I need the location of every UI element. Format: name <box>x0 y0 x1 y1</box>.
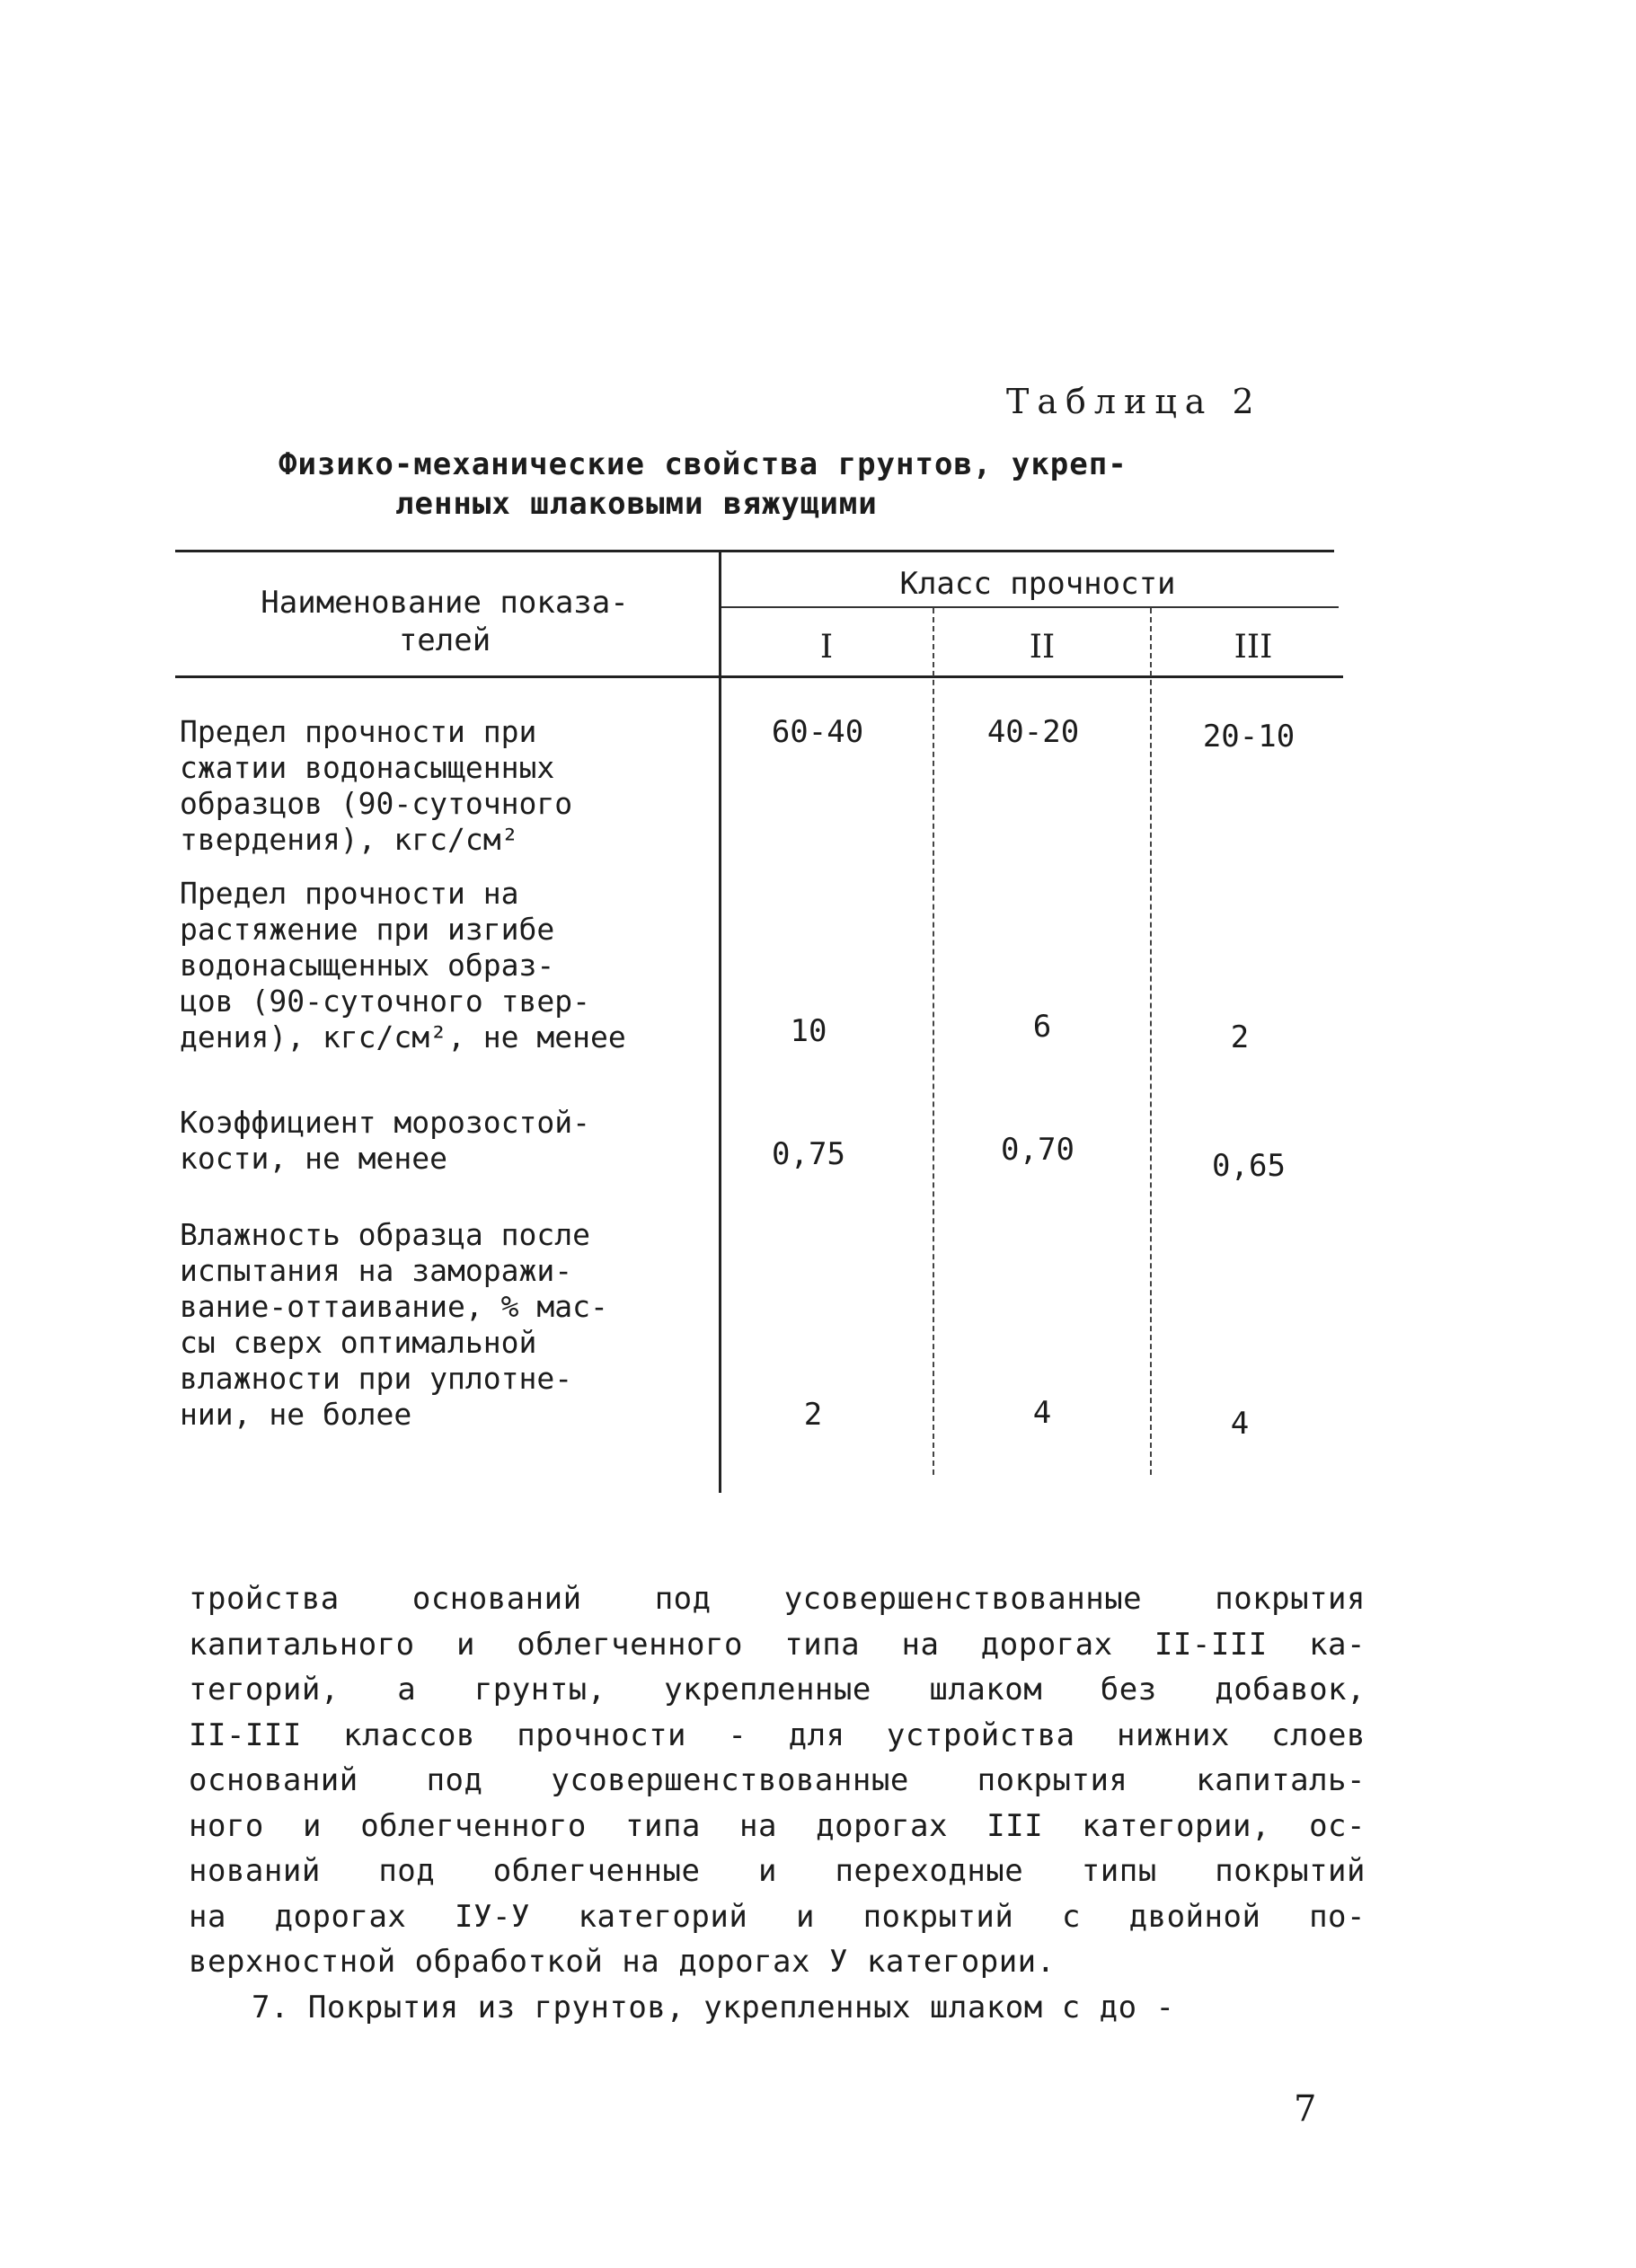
row-3-class-3-value: 0,65 <box>1212 1148 1286 1184</box>
body-line: ного и облегченного типа на дорогах III категории, ос- <box>189 1807 1366 1844</box>
header-class-2: II <box>1029 629 1056 666</box>
body-line: тегорий, а грунты, укрепленные шлаком без добавок, <box>189 1672 1366 1708</box>
row-name-moisture-after-freezing: Влажность образца после испытания на заморажи- вание-оттаивание, % мас- сы сверх оптимальной влажности при уплотне- нии, не более <box>180 1217 608 1432</box>
header-class-1: I <box>819 629 834 666</box>
table-title-line-2: ленных шлаковыми вяжущими <box>395 486 878 522</box>
row-2-class-2-value: 6 <box>1032 1009 1052 1045</box>
row-1-class-2-value: 40-20 <box>986 714 1080 750</box>
row-4-class-2-value: 4 <box>1032 1395 1052 1431</box>
body-line: на дорогах IУ-У категорий и покрытий с двойной по- <box>189 1898 1366 1935</box>
header-strength-class: Класс прочности <box>899 566 1176 602</box>
body-line: II-III классов прочности - для устройства нижних слоев <box>189 1716 1366 1753</box>
body-line: оснований под усовершенствованные покрытия капиталь- <box>189 1762 1366 1798</box>
page-number: 7 <box>1294 2088 1317 2130</box>
header-class-3: III <box>1234 629 1273 666</box>
row-4-class-3-value: 4 <box>1230 1406 1250 1442</box>
body-line: капитального и облегченного типа на дорогах II-III ка- <box>189 1626 1366 1663</box>
row-name-compressive-strength: Предел прочности при сжатии водонасыщенных образцов (90-суточного твердения), кгс/см² <box>180 714 573 857</box>
row-1-class-3-value: 20-10 <box>1202 719 1296 755</box>
header-bottom-rule <box>175 675 1343 678</box>
row-3-class-2-value: 0,70 <box>1001 1132 1074 1168</box>
class-header-rule <box>719 606 1339 608</box>
body-line: нований под облегченные и переходные типы покрытий <box>189 1853 1366 1889</box>
header-indicator-name: Наименование показа- телей <box>261 585 629 658</box>
body-paragraph <box>189 1576 1366 2030</box>
row-2-class-1-value: 10 <box>790 1013 827 1049</box>
next-paragraph-line: 7. Покрытия из грунтов, укрепленных шлаком с до - <box>252 1989 1175 2025</box>
table-label: Таблица 2 <box>1006 382 1262 421</box>
row-2-class-3-value: 2 <box>1230 1019 1250 1055</box>
body-line: тройства оснований под усовершенствованные покрытия <box>189 1581 1366 1617</box>
class-column-divider-1 <box>933 608 934 1475</box>
table-title <box>279 445 1357 524</box>
row-3-class-1-value: 0,75 <box>772 1136 845 1172</box>
row-name-frost-resistance: Коэффициент морозостой- кости, не менее <box>180 1105 590 1176</box>
table-title-line-1: Физико-механические свойства грунтов, укреп- <box>279 446 1128 482</box>
row-4-class-1-value: 2 <box>803 1397 823 1433</box>
row-1-class-1-value: 60-40 <box>771 714 864 750</box>
row-name-flexural-strength: Предел прочности на растяжение при изгибе водонасыщенных образ- цов (90-суточного твер- дения), кгс/см², не менее <box>180 876 626 1055</box>
body-line: верхностной обработкой на дорогах У категории. <box>189 1944 1056 1980</box>
table-top-rule <box>175 550 1334 552</box>
